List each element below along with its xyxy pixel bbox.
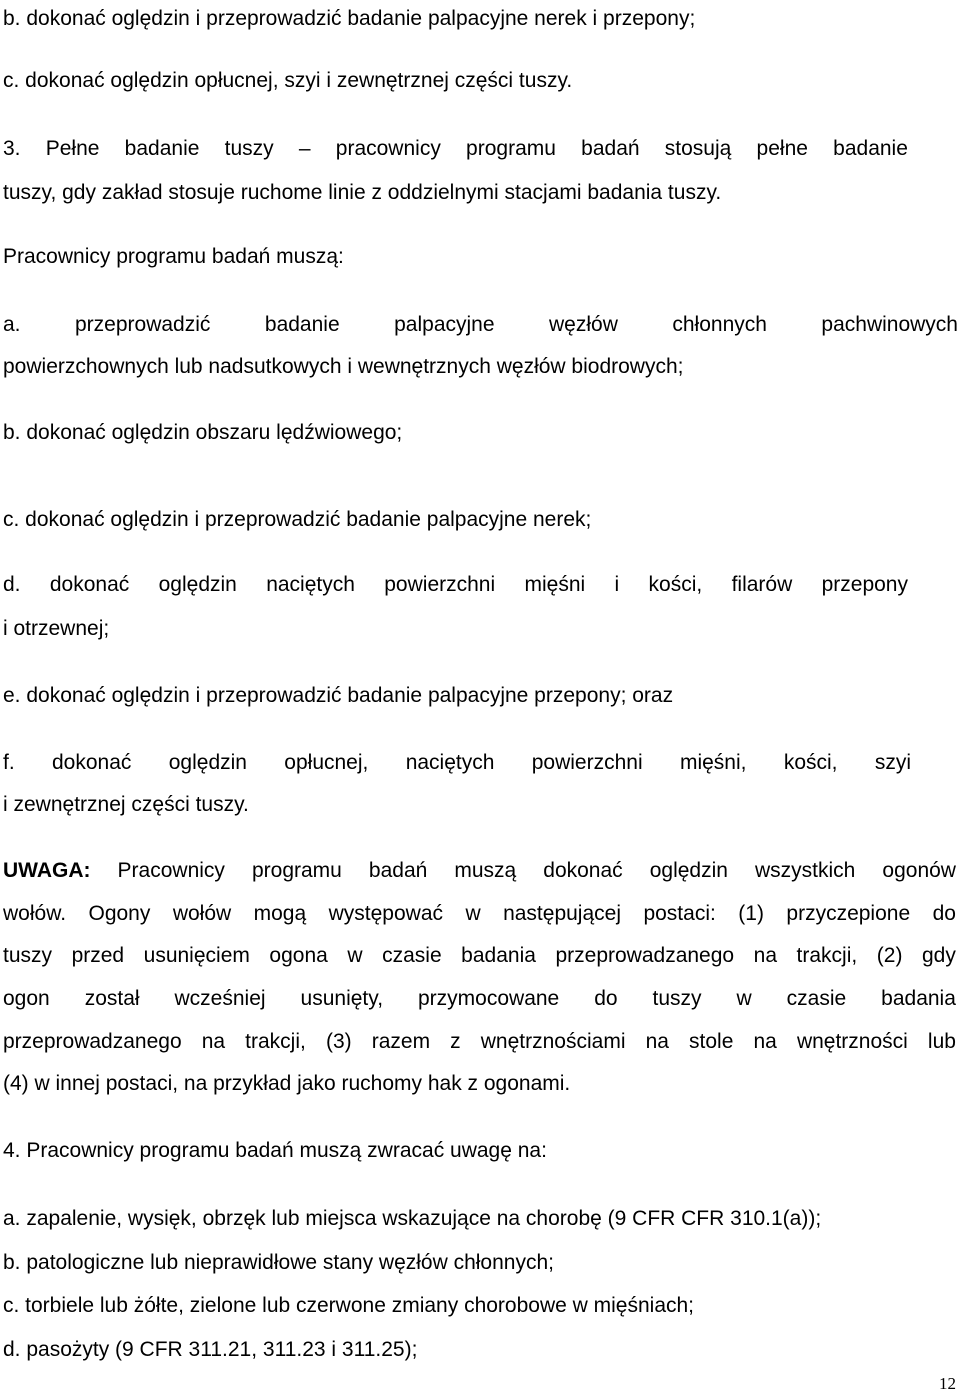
- text-line: c. dokonać oględzin i przeprowadzić badanie palpacyjne nerek;: [3, 508, 592, 531]
- word: ogonów: [882, 859, 956, 882]
- word: do: [594, 987, 618, 1010]
- word: razem: [371, 1030, 431, 1053]
- word: i: [614, 573, 620, 596]
- word: wszystkich: [755, 859, 856, 882]
- word: pachwinowych: [821, 313, 958, 336]
- word: gdy: [922, 944, 956, 967]
- word: badania: [881, 987, 956, 1010]
- word: badań: [368, 859, 428, 882]
- word: badanie: [124, 137, 200, 160]
- word: wcześniej: [174, 987, 266, 1010]
- word: następującej: [503, 902, 621, 925]
- justified-line: [3, 572, 908, 598]
- word: do: [932, 902, 956, 925]
- word: przeprowadzić: [75, 313, 211, 336]
- word: programu: [466, 137, 556, 160]
- page-number: 12: [939, 1374, 956, 1393]
- word: szyi: [874, 751, 911, 774]
- word: węzłów: [549, 313, 618, 336]
- word: pracownicy: [335, 137, 441, 160]
- document-page: [3, 0, 958, 1393]
- text-line: i zewnętrznej części tuszy.: [3, 793, 249, 816]
- word: lub: [927, 1030, 956, 1053]
- word: trakcji,: [796, 944, 858, 967]
- word: wołów: [172, 902, 232, 925]
- word: czasie: [786, 987, 847, 1010]
- text-line: i otrzewnej;: [3, 617, 110, 640]
- text-line: b. dokonać oględzin i przeprowadzić badanie palpacyjne nerek i przepony;: [3, 7, 696, 30]
- word: 3.: [3, 137, 21, 160]
- justified-line: [3, 943, 956, 969]
- text-line: b. patologiczne lub nieprawidłowe stany węzłów chłonnych;: [3, 1251, 554, 1274]
- justified-line: [3, 136, 908, 162]
- word: postaci:: [643, 902, 716, 925]
- word: stole: [689, 1030, 734, 1053]
- text-line: tuszy, gdy zakład stosuje ruchome linie z oddzielnymi stacjami badania tuszy.: [3, 181, 722, 204]
- word: badań: [581, 137, 640, 160]
- justified-line: [3, 986, 956, 1012]
- word: czasie: [382, 944, 442, 967]
- word: usunięty,: [300, 987, 384, 1010]
- word: przyczepione: [786, 902, 911, 925]
- word: palpacyjne: [394, 313, 495, 336]
- word: naciętych: [266, 573, 355, 596]
- word: oględzin: [649, 859, 728, 882]
- word: usunięciem: [143, 944, 250, 967]
- word: przeprowadzanego: [555, 944, 735, 967]
- word: oględzin: [168, 751, 247, 774]
- text-line: 4. Pracownicy programu badań muszą zwracać uwagę na:: [3, 1139, 547, 1162]
- word: (2): [876, 944, 903, 967]
- word: tuszy: [652, 987, 702, 1010]
- word: powierzchni: [531, 751, 643, 774]
- word: dokonać: [49, 573, 130, 596]
- word: filarów: [731, 573, 793, 596]
- word: mięśni,: [679, 751, 747, 774]
- word: w: [465, 902, 481, 925]
- word: badania: [461, 944, 536, 967]
- word: tuszy: [3, 944, 53, 967]
- word: trakcji,: [245, 1030, 306, 1053]
- text-line: e. dokonać oględzin i przeprowadzić badanie palpacyjne przepony; oraz: [3, 684, 674, 707]
- text-line: (4) w innej postaci, na przykład jako ruchomy hak z ogonami.: [3, 1072, 571, 1095]
- word: przeprowadzanego: [3, 1030, 182, 1053]
- word: powierzchni: [384, 573, 496, 596]
- word: dokonać: [52, 751, 132, 774]
- justified-line: [3, 750, 911, 776]
- word: w: [736, 987, 752, 1010]
- word: mięśni: [524, 573, 586, 596]
- word: stosują: [664, 137, 732, 160]
- word: programu: [251, 859, 342, 882]
- word: –: [298, 137, 311, 160]
- word: przed: [71, 944, 125, 967]
- word: pełne: [756, 137, 808, 160]
- note-label: UWAGA:: [3, 859, 91, 882]
- word: kości,: [783, 751, 838, 774]
- word: na: [753, 944, 777, 967]
- word: ogona: [269, 944, 328, 967]
- word: chłonnych: [672, 313, 767, 336]
- word: dokonać: [543, 859, 623, 882]
- word: a.: [3, 313, 21, 336]
- word: wnętrznościami: [480, 1030, 626, 1053]
- text-line: c. torbiele lub żółte, zielone lub czerwone zmiany chorobowe w mięśniach;: [3, 1294, 695, 1317]
- text-line: a. zapalenie, wysięk, obrzęk lub miejsca wskazujące na chorobę (9 CFR CFR 310.1(a));: [3, 1207, 822, 1230]
- justified-line: [3, 901, 956, 927]
- word: na: [753, 1030, 777, 1053]
- word: przepony: [821, 573, 908, 596]
- word: Pracownicy: [117, 859, 225, 882]
- word: badanie: [833, 137, 908, 160]
- word: został: [84, 987, 140, 1010]
- text-line: powierzchownych lub nadsutkowych i wewnętrznych węzłów biodrowych;: [3, 355, 684, 378]
- word: wnętrzności: [796, 1030, 908, 1053]
- text-line: b. dokonać oględzin obszaru lędźwiowego;: [3, 421, 403, 444]
- word: Ogony: [88, 902, 151, 925]
- word: z: [450, 1030, 461, 1053]
- word: ogon: [3, 987, 50, 1010]
- text-line: Pracownicy programu badań muszą:: [3, 245, 344, 268]
- word: badanie: [264, 313, 340, 336]
- word: tuszy: [224, 137, 274, 160]
- note-line: [3, 858, 956, 884]
- word: na: [201, 1030, 226, 1053]
- word: opłucnej,: [284, 751, 369, 774]
- word: (3): [325, 1030, 352, 1053]
- word: d.: [3, 573, 21, 596]
- word: Pełne: [45, 137, 100, 160]
- word: przymocowane: [418, 987, 560, 1010]
- justified-line: [3, 312, 958, 338]
- word: w: [347, 944, 363, 967]
- word: występować: [328, 902, 443, 925]
- word: (1): [738, 902, 764, 925]
- word: mogą: [253, 902, 307, 925]
- justified-line: [3, 1029, 956, 1055]
- word: naciętych: [405, 751, 495, 774]
- text-line: d. pasożyty (9 CFR 311.21, 311.23 i 311.25);: [3, 1338, 418, 1361]
- word: f.: [3, 751, 15, 774]
- word: wołów.: [3, 902, 67, 925]
- word: oględzin: [158, 573, 237, 596]
- word: na: [645, 1030, 669, 1053]
- text-line: c. dokonać oględzin opłucnej, szyi i zewnętrznej części tuszy.: [3, 69, 573, 92]
- word: kości,: [648, 573, 703, 596]
- word: muszą: [454, 859, 517, 882]
